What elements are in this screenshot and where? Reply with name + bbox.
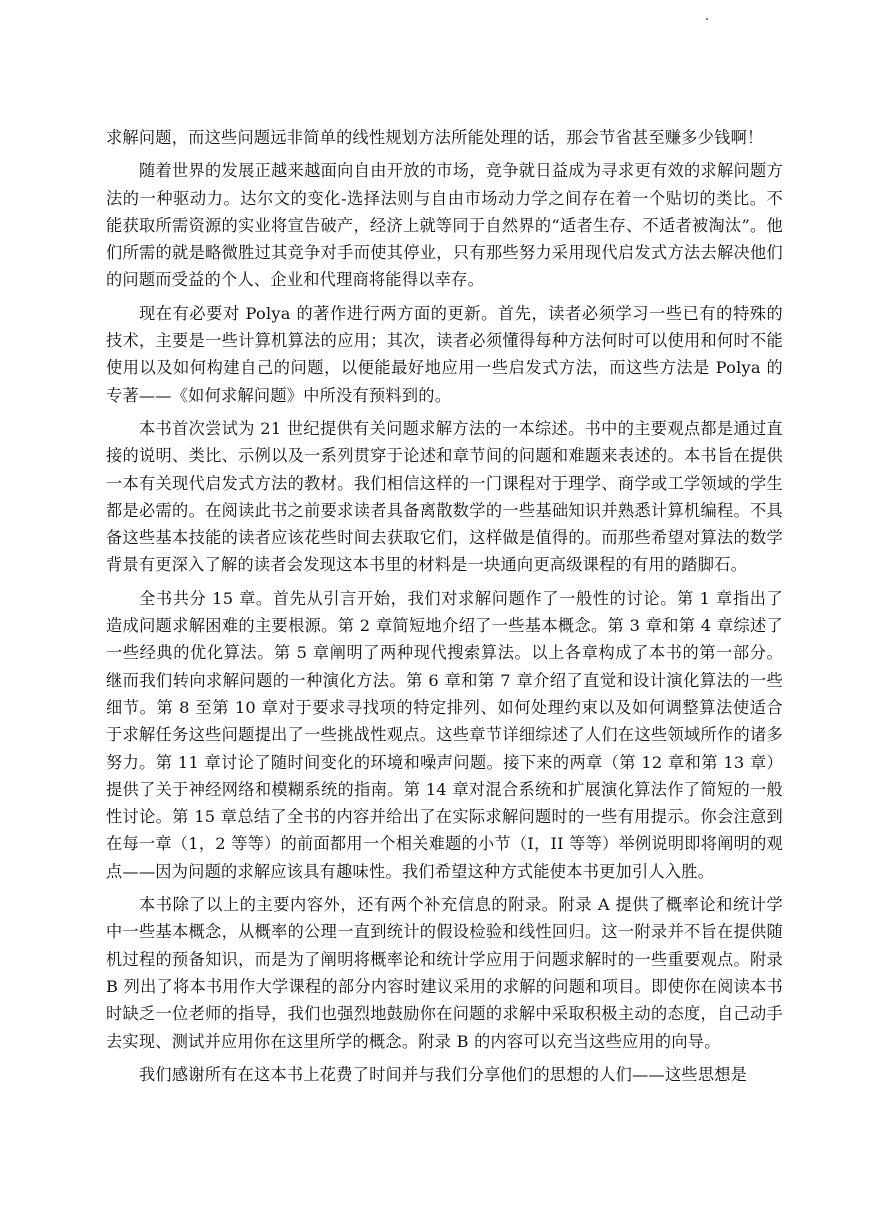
paragraph-5: 全书共分 15 章。首先从引言开始，我们对求解问题作了一般性的讨论。第 1 章指出了造成问题求解困难的主要根源。第 2 章简短地介绍了一些基本概念。第 3 章和第 4 章综述了一些经典的优化算法。第 5 章阐明了两种现代搜索算法。以上各章构成了本书的第一部分。继而我们转向求解问题的一种演化方法。第 6 章和第 7 章介绍了直觉和设计演化算法的一些细节。第 8 至第 10 章对于要求寻找项的特定排列、如何处理约束以及如何调整算法使适合于求解任务这些问题提出了一些挑战性观点。这些章节详细综述了人们在这些领域所作的诸多努力。第 11 章讨论了随时间变化的环境和噪声问题。接下来的两章（第 12 章和第 13 章）提供了关于神经网络和模糊系统的指南。第 14 章对混合系统和扩展演化算法作了简短的一般性讨论。第 15 章总结了全书的内容并给出了在实际求解问题时的一些有用提示。你会注意到在每一章（1，2 等等）的前面都用一个相关难题的小节（I，II 等等）举例说明即将阐明的观点——因为问题的求解应该具有趣味性。我们希望这种方式能使本书更加引人入胜。 <box>106 588 783 881</box>
paragraph-4: 本书首次尝试为 21 世纪提供有关问题求解方法的一本综述。书中的主要观点都是通过直接的说明、类比、示例以及一系列贯穿于论述和章节间的问题和难题来表述的。本书旨在提供一本有关现代启发式方法的教材。我们相信这样的一门课程对于理学、商学或工学领域的学生都是必需的。在阅读此书之前要求读者具备离散数学的一些基础知识并熟悉计算机编程。不具备这些基本技能的读者应该花些时间去获取它们，这样做是值得的。而那些希望对算法的数学背景有更深入了解的读者会发现这本书里的材料是一块通向更高级课程的有用的踏脚石。 <box>106 418 783 575</box>
scan-speck <box>706 18 708 20</box>
paragraph-7: 我们感谢所有在这本书上花费了时间并与我们分享他们的思想的人们——这些思想是 <box>139 1064 748 1084</box>
paragraph-1: 求解问题，而这些问题远非简单的线性规划方法所能处理的话，那会节省甚至赚多少钱啊！ <box>106 128 764 147</box>
paragraph-3: 现在有必要对 Polya 的著作进行两方面的更新。首先，读者必须学习一些已有的特殊的技术，主要是一些计算机算法的应用；其次，读者必须懂得每种方法何时可以使用和何时不能使用以及如何构建自己的问题，以便能最好地应用一些启发式方法，而这些方法是 Polya 的专著——《如何求解问题》中所没有预料到的。 <box>106 303 783 405</box>
paragraph-6: 本书除了以上的主要内容外，还有两个补充信息的附录。附录 A 提供了概率论和统计学中一些基本概念，从概率的公理一直到统计的假设检验和线性回归。这一附录并不旨在提供随机过程的预备知识，而是为了阐明将概率论和统计学应用于问题求解时的一些重要观点。附录 B 列出了将本书用作大学课程的部分内容时建议采用的求解的问题和项目。即使你在阅读本书时缺乏一位老师的指导，我们也强烈地鼓励你在问题的求解中采取积极主动的态度，自己动手去实现、测试并应用你在这里所学的概念。附录 B 的内容可以充当这些应用的向导。 <box>106 895 783 1051</box>
paragraph-2: 随着世界的发展正越来越面向自由开放的市场，竞争就日益成为寻求更有效的求解问题方法的一种驱动力。达尔文的变化-选择法则与自由市场动力学之间存在着一个贴切的类比。不能获取所需资源的实业将宣告破产，经济上就等同于自然界的“适者生存、不适者被淘汰”。他们所需的就是略微胜过其竞争对手而使其停业，只有那些努力采用现代启发式方法去解决他们的问题而受益的个人、企业和代理商将能得以幸存。 <box>106 161 783 290</box>
document-page <box>106 124 783 1094</box>
